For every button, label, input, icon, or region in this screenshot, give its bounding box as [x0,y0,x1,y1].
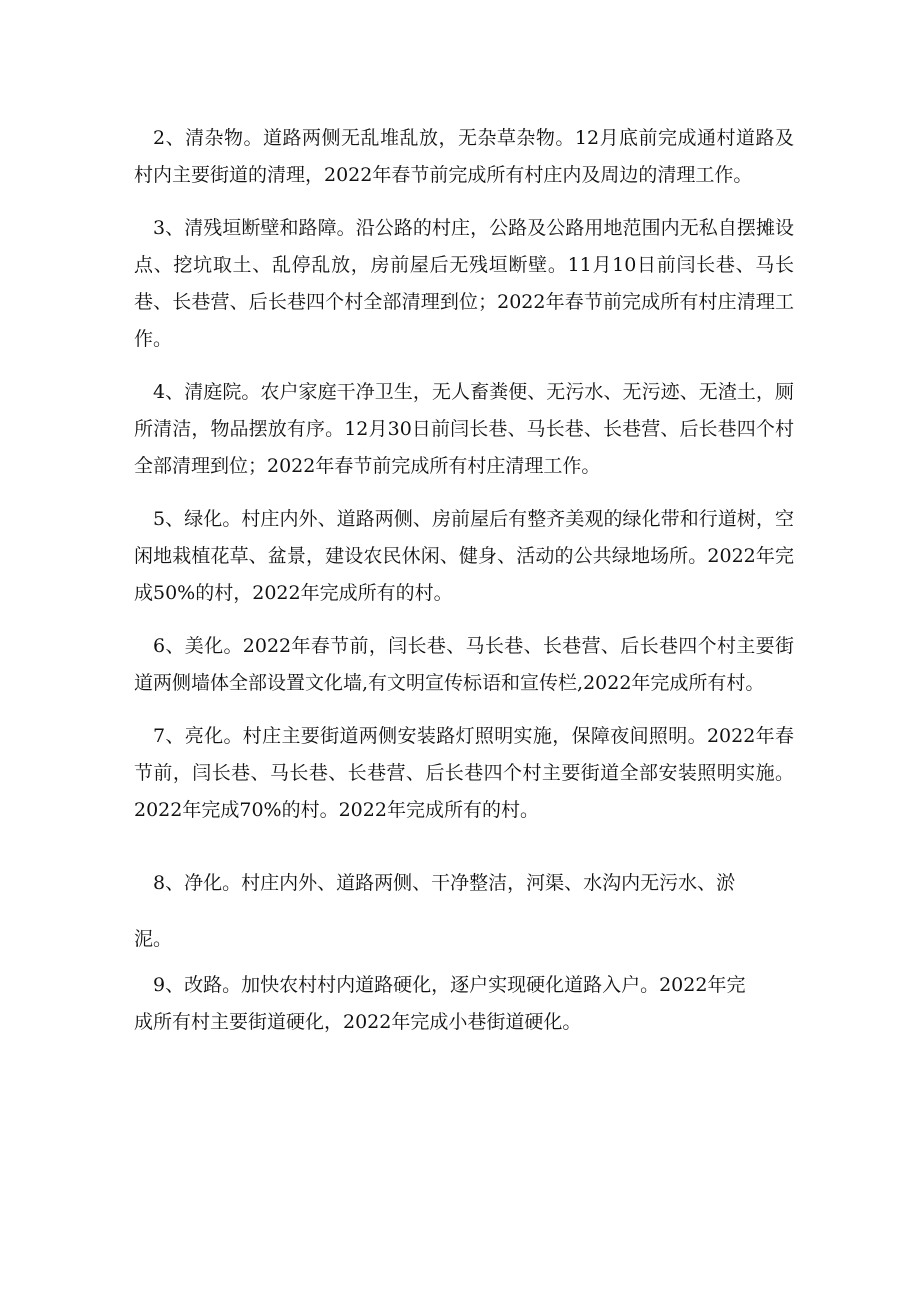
document-body [134,120,794,1057]
paragraph-item-6: 6、美化。2022年春节前，闫长巷、马长巷、长巷营、后长巷四个村主要街道两侧墙体全部设置文化墙,有文明宣传标语和宣传栏,2022年完成所有村。 [134,635,794,694]
paragraph-item-5: 5、绿化。村庄内外、道路两侧、房前屋后有整齐美观的绿化带和行道树，空闲地栽植花草、盆景，建设农民休闲、健身、活动的公共绿地场所。2022年完成50%的村，2022年完成所有的村。 [134,508,794,604]
paragraph-item-8: 8、净化。村庄内外、道路两侧、干净整洁，河渠、水沟内无污水、淤泥。 [134,872,736,950]
paragraph-item-2: 2、清杂物。道路两侧无乱堆乱放，无杂草杂物。12月底前完成通村道路及村内主要街道的清理，2022年春节前完成所有村庄内及周边的清理工作。 [134,127,794,186]
paragraph-item-4: 4、清庭院。农户家庭干净卫生，无人畜粪便、无污水、无污迹、无渣土，厕所清洁，物品摆放有序。12月30日前闫长巷、马长巷、长巷营、后长巷四个村全部清理到位；2022年春节前完成所有村庄清理工作。 [134,381,794,477]
paragraph-item-9: 9、改路。加快农村村内道路硬化，逐户实现硬化道路入户。2022年完成所有村主要街道硬化，2022年完成小巷街道硬化。 [134,974,746,1033]
paragraph-item-3: 3、清残垣断壁和路障。沿公路的村庄，公路及公路用地范围内无私自摆摊设点、挖坑取土、乱停乱放，房前屋后无残垣断壁。11月10日前闫长巷、马长巷、长巷营、后长巷四个村全部清理到位；2022年春节前完成所有村庄清理工作。 [134,217,794,350]
paragraph-item-7: 7、亮化。村庄主要街道两侧安装路灯照明实施，保障夜间照明。2022年春节前，闫长巷、马长巷、长巷营、后长巷四个村主要街道全部安装照明实施。2022年完成70%的村。2022年完成所有的村。 [134,725,794,821]
